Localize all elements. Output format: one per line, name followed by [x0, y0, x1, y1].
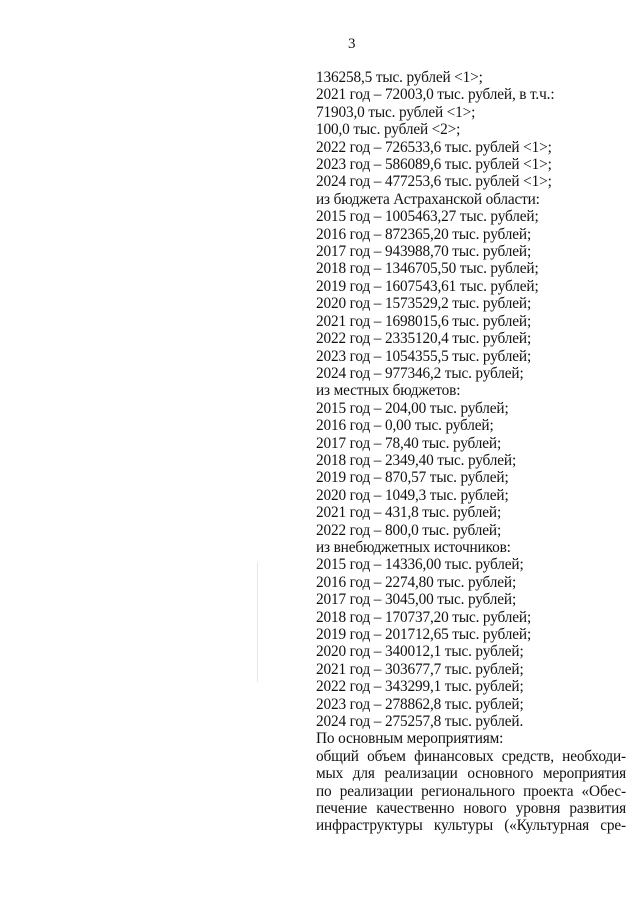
text-line: из внебюджетных источников:: [316, 538, 511, 556]
text-line: из местных бюджетов:: [316, 382, 461, 400]
text-line: 2019 год – 201712,65 тыс. рублей;: [316, 626, 532, 643]
text-line: 2018 год – 170737,20 тыс. рублей;: [316, 608, 532, 626]
text-line: 2016 год – 2274,80 тыс. рублей;: [316, 573, 517, 591]
text-line: 2017 год – 943988,70 тыс. рублей;: [316, 243, 532, 261]
text-line: 2023 год – 278862,8 тыс. рублей;: [316, 695, 524, 713]
text-line: По основным мероприятиям:: [316, 730, 504, 748]
text-line: 2021 год – 431,8 тыс. рублей;: [316, 504, 502, 522]
text-line: 2022 год – 343299,1 тыс. рублей;: [316, 678, 524, 696]
document-body: [316, 69, 626, 835]
text-line: 2022 год – 2335120,4 тыс. рублей;: [316, 330, 532, 348]
text-line: 2015 год – 14336,00 тыс. рублей;: [316, 556, 524, 574]
text-line: 100,0 тыс. рублей <2>;: [316, 121, 461, 139]
text-line: 2019 год – 870,57 тыс. рублей;: [316, 469, 509, 487]
paragraph-line: печение качественно нового уровня развития: [316, 800, 626, 818]
text-line: 2023 год – 1054355,5 тыс. рублей;: [316, 347, 532, 365]
text-line: 71903,0 тыс. рублей <1>;: [316, 103, 476, 121]
text-line: 2017 год – 78,40 тыс. рублей;: [316, 434, 502, 452]
text-line: 2023 год – 586089,6 тыс. рублей <1>;: [316, 156, 552, 174]
text-line: 2024 год – 977346,2 тыс. рублей;: [316, 364, 524, 382]
text-line: 2021 год – 1698015,6 тыс. рублей;: [316, 312, 532, 330]
text-line: 136258,5 тыс. рублей <1>;: [316, 69, 483, 86]
paragraph-line: общий объем финансовых средств, необходи-: [316, 747, 626, 765]
text-line: 2015 год – 1005463,27 тыс. рублей;: [316, 208, 539, 226]
scan-artifact-line: [257, 562, 258, 682]
text-line: 2022 год – 726533,6 тыс. рублей <1>;: [316, 138, 552, 156]
text-line: 2022 год – 800,0 тыс. рублей;: [316, 521, 502, 539]
text-line: 2021 год – 303677,7 тыс. рублей;: [316, 660, 524, 678]
text-line: 2018 год – 1346705,50 тыс. рублей;: [316, 260, 539, 278]
paragraph-line: по реализации регионального проекта «Обес-: [316, 782, 626, 800]
text-line: 2020 год – 340012,1 тыс. рублей;: [316, 643, 524, 661]
text-line: 2024 год – 477253,6 тыс. рублей <1>;: [316, 173, 552, 191]
funding-lines: [316, 69, 626, 748]
text-line: 2015 год – 204,00 тыс. рублей;: [316, 399, 509, 417]
text-line: 2019 год – 1607543,61 тыс. рублей;: [316, 277, 539, 295]
text-line: 2020 год – 1573529,2 тыс. рублей;: [316, 295, 532, 313]
measures-paragraph: [316, 748, 626, 835]
text-line: 2021 год – 72003,0 тыс. рублей, в т.ч.:: [316, 86, 555, 104]
text-line: 2017 год – 3045,00 тыс. рублей;: [316, 591, 517, 609]
text-line: 2020 год – 1049,3 тыс. рублей;: [316, 486, 509, 504]
paragraph-line: мых для реализации основного мероприятия: [316, 765, 626, 783]
paragraph-line: инфраструктуры культуры («Культурная сре-: [316, 817, 626, 835]
text-line: 2024 год – 275257,8 тыс. рублей.: [316, 713, 524, 731]
page-number: 3: [348, 36, 356, 52]
text-line: 2018 год – 2349,40 тыс. рублей;: [316, 451, 517, 469]
text-line: 2016 год – 872365,20 тыс. рублей;: [316, 225, 532, 243]
text-line: 2016 год – 0,00 тыс. рублей;: [316, 417, 494, 435]
text-line: из бюджета Астраханской области:: [316, 190, 540, 208]
